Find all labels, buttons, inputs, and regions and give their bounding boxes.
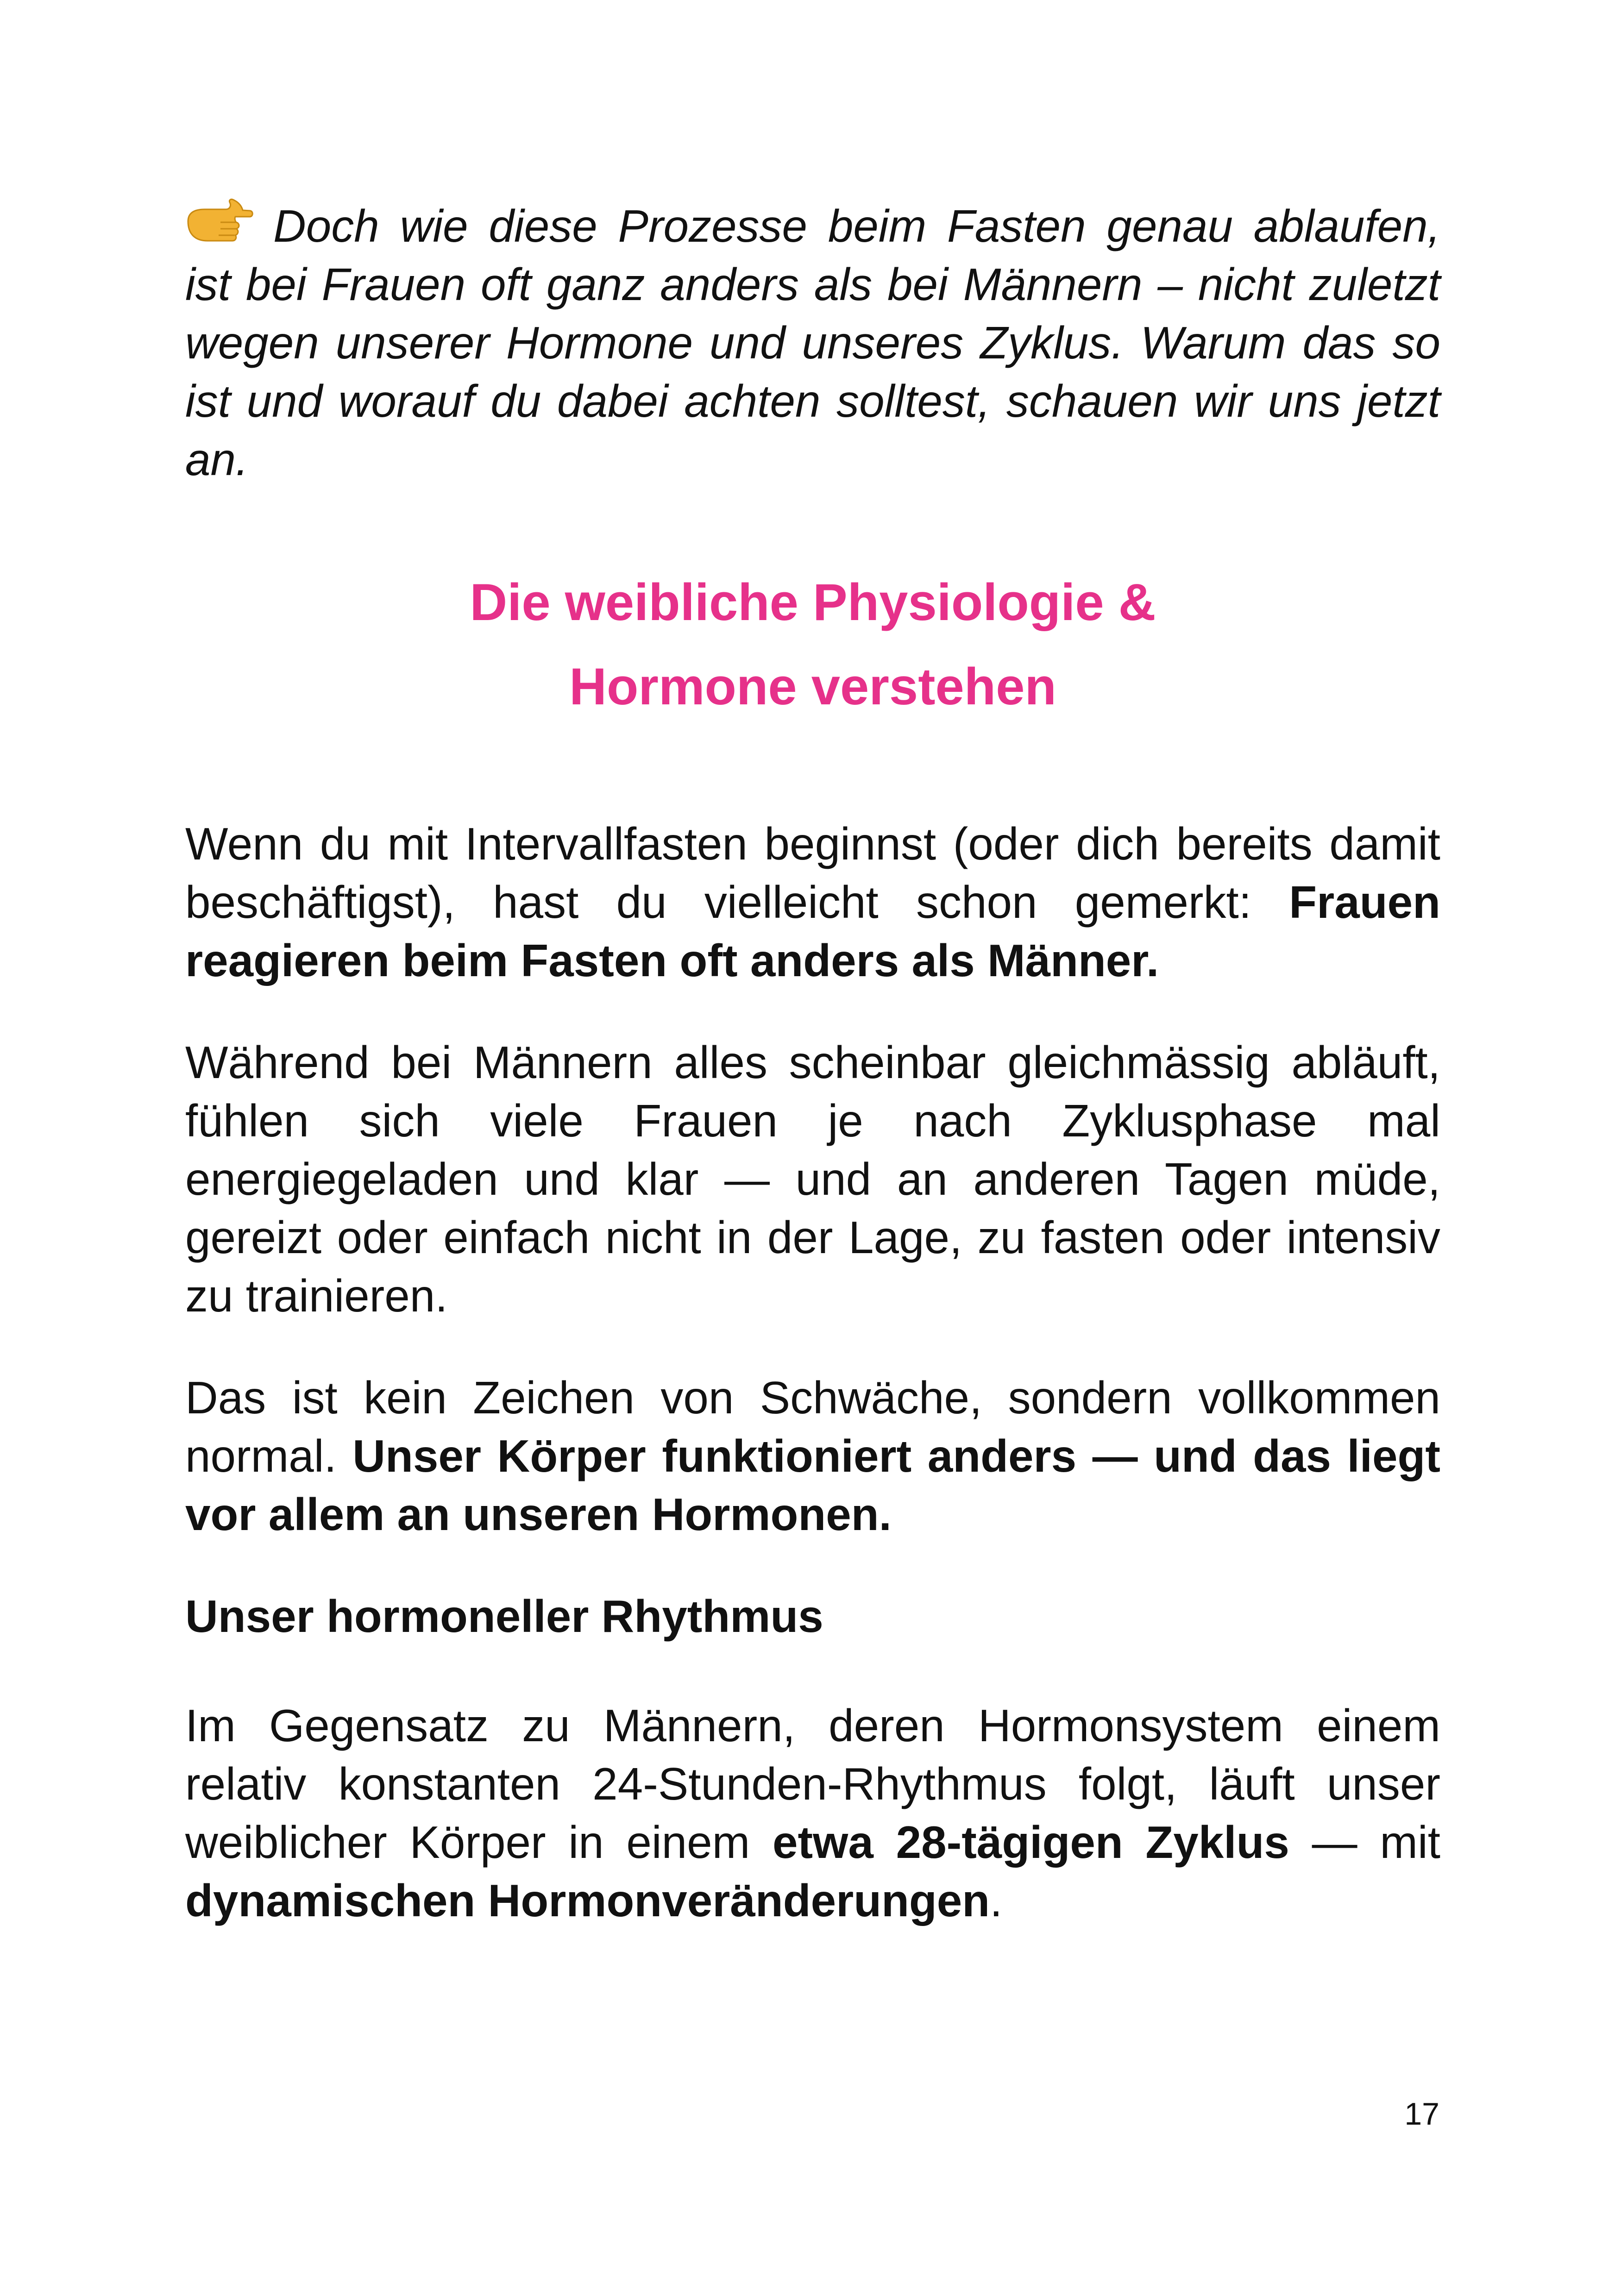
paragraph-1-text: Wenn du mit Intervallfasten beginnst (oder dich bereits damit beschäftigst), hast du vielleicht schon gemerkt: [185,818,1440,928]
paragraph-4-text-3: . [990,1875,1003,1926]
paragraph-2 [185,1033,1440,1325]
paragraph-1-bold: Frauen reagieren beim Fasten oft anders als Männer. [185,877,1440,986]
paragraph-3 [185,1368,1440,1543]
paragraph-3-bold: Unser Körper funktioniert anders — und das liegt vor allem an unseren Hormonen. [185,1430,1440,1540]
paragraph-3-text: Das ist kein Zeichen von Schwäche, sondern vollkommen normal. [185,1372,1440,1481]
intro-text: Doch wie diese Prozesse beim Fasten genau ablaufen, ist bei Frauen oft ganz anders als bei Männern – nicht zuletzt wegen unserer Hormone und unseres Zyklus. Warum das so ist und worauf du dabei achten solltest, schauen wir uns jetzt an. [185,201,1440,485]
paragraph-4-text-1: Im Gegensatz zu Männern, deren Hormonsystem einem relativ konstanten 24-Stunden-Rhythmus folgt, läuft unser weiblicher Körper in einem [185,1700,1440,1868]
paragraph-2-text: Während bei Männern alles scheinbar gleichmässig abläuft, fühlen sich viele Frauen je nach Zyklusphase mal energiegeladen und klar — und an anderen Tagen müde, gereizt oder einfach nicht in der Lage, zu fasten oder intensiv zu trainieren. [185,1037,1440,1321]
pointing-right-hand-icon [185,198,255,245]
paragraph-4-bold-2: dynamischen Hormonveränderungen [185,1875,990,1926]
section-title-line-2: Hormone verstehen [569,658,1056,715]
section-title-line-1: Die weibliche Physiologie & [470,573,1156,631]
paragraph-4-bold-1: etwa 28-tägigen Zyklus [773,1817,1289,1868]
paragraph-4-text-2: — mit [1289,1817,1440,1868]
page-content [185,197,1440,1930]
intro-paragraph [185,197,1440,489]
page-number: 17 [1404,2096,1439,2132]
section-title [185,560,1440,729]
subheading: Unser hormoneller Rhythmus [185,1591,823,1642]
paragraph-4 [185,1696,1440,1930]
paragraph-1 [185,815,1440,990]
